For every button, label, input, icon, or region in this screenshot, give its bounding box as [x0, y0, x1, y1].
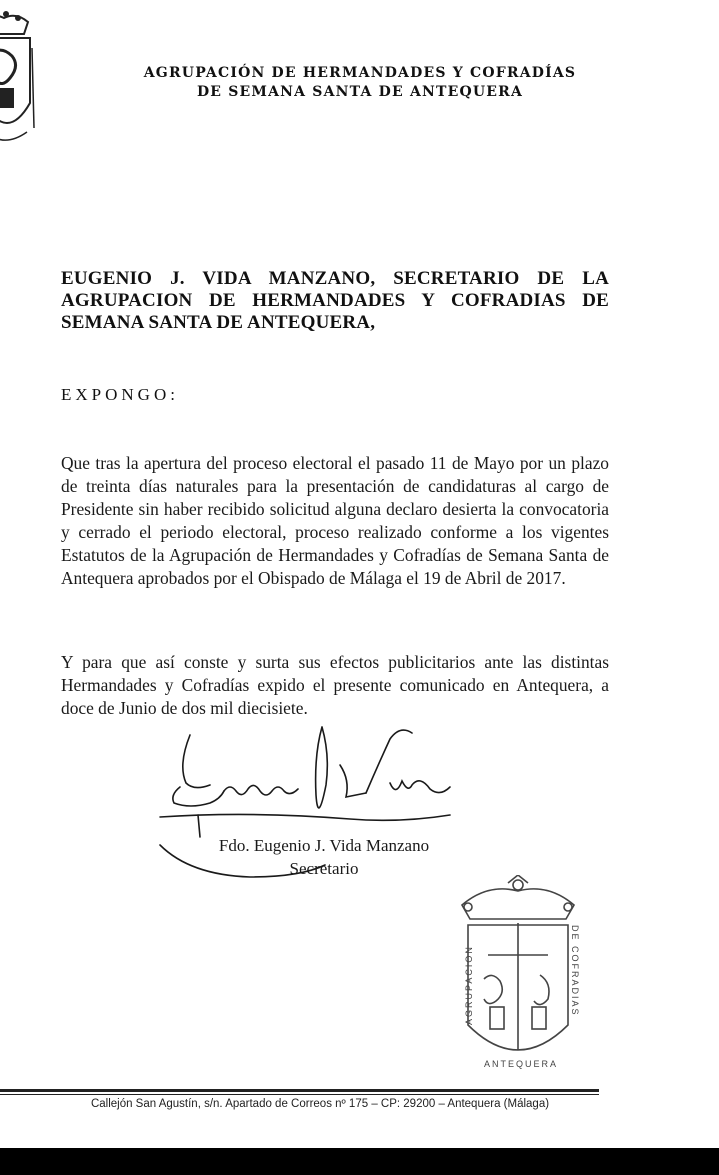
footer-rule-thick: [0, 1089, 599, 1092]
footer-rule-thin: [0, 1094, 599, 1095]
letterhead-line-2: DE SEMANA SANTA DE ANTEQUERA: [196, 84, 524, 100]
signer-name: Fdo. Eugenio J. Vida Manzano: [218, 836, 430, 855]
bottom-black-band: [0, 1148, 719, 1175]
section-heading: EXPONGO:: [61, 385, 179, 404]
paragraph-1: Que tras la apertura del proceso electoral el pasado 11 de Mayo por un plazo de treinta días naturales para la presentación de candidaturas al cargo de Presidente sin haber recibido solicitud alguna declaro desierta la convocatoria y cerrado el periodo electoral, proceso realizado conforme a los vigentes Estatutos de la Agrupación de Hermandades y Cofradías de Semana Santa de Antequera aprobados por el Obispado de Málaga el 19 de Abril de 2017.: [61, 453, 609, 588]
document-title: EUGENIO J. VIDA MANZANO, SECRETARIO DE LA AGRUPACION DE HERMANDADES Y COFRADIAS DE SEMANA SANTA DE ANTEQUERA,: [61, 268, 609, 333]
stamp-text-right: DE COFRADIAS: [570, 925, 580, 1017]
letterhead: [100, 64, 620, 102]
stamp-text-bottom: ANTEQUERA: [484, 1059, 559, 1069]
letterhead-line-1: AGRUPACIÓN DE HERMANDADES Y COFRADÍAS: [143, 65, 577, 81]
letterhead-seal: [0, 8, 42, 148]
paragraph-2: Y para que así conste y surta sus efectos publicitarios ante las distintas Hermandades y Cofradías expido el presente comunicado en Antequera, a doce de Junio de dos mil diecisiete.: [61, 652, 609, 718]
stamp-text-left: AGRUPACION: [464, 945, 474, 1025]
footer-address: Callejón San Agustín, s/n. Apartado de Correos nº 175 – CP: 29200 – Antequera (Málaga): [90, 1098, 550, 1110]
signer-role: Secretario: [289, 859, 359, 878]
signer-block: [204, 834, 444, 880]
official-stamp: [448, 875, 588, 1075]
